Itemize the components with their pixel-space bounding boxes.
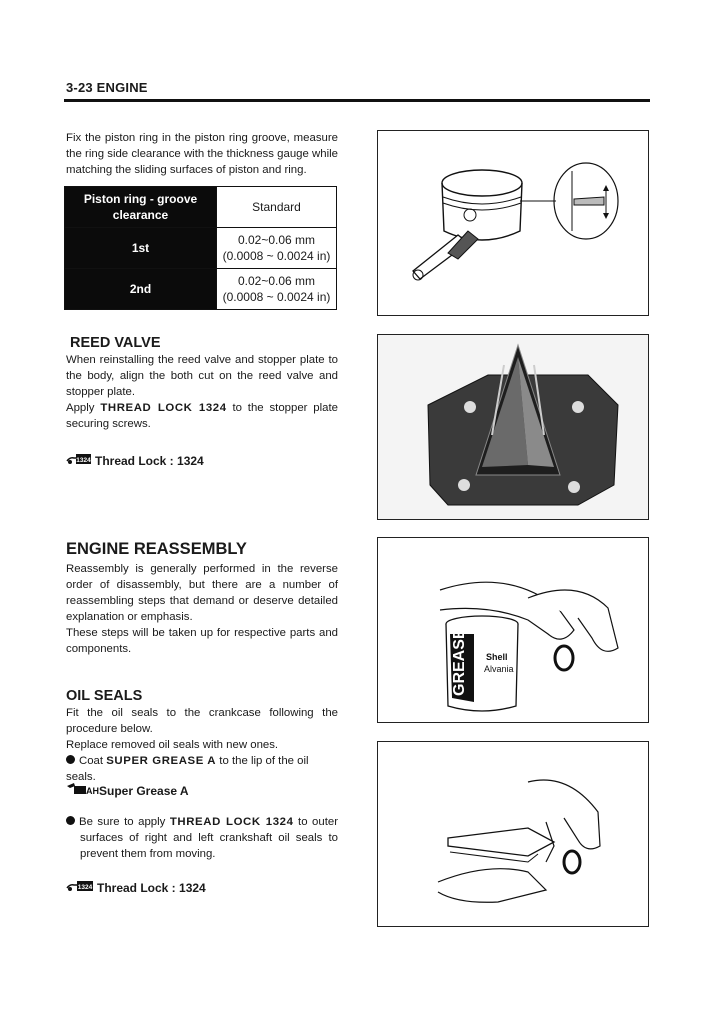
table-header-row — [65, 187, 337, 228]
intro-paragraph — [66, 130, 338, 178]
oil-seals-p1: Fit the oil seals to the crankcase following the procedure below. — [66, 707, 338, 735]
table-row — [65, 228, 337, 269]
thread-lock-keyword: THREAD LOCK 1324 — [100, 402, 227, 414]
bullet-2-pre: Be sure to apply — [79, 816, 170, 828]
thread-lock-note — [66, 452, 204, 469]
super-grease-note — [66, 782, 189, 799]
reed-valve-body — [66, 352, 338, 432]
super-grease-text: Super Grease A — [99, 783, 189, 798]
engine-reassembly-p2: These steps will be taken up for respective parts and components. — [66, 627, 338, 655]
grease-can-label: GREASE — [451, 628, 468, 696]
reed-valve-p2-post: to the stopper plate securing screws. — [66, 402, 338, 430]
oil-seal-figure — [377, 741, 649, 927]
engine-reassembly-p1: Reassembly is generally performed in the reverse order of disassembly, but there are a number of reassembling steps that demand or deserve detailed explanation or emphasis. — [66, 563, 338, 623]
thread-lock-note-2 — [66, 879, 206, 896]
oil-seals-bullet-1 — [66, 753, 338, 785]
oil-seals-title: OIL SEALS — [66, 688, 143, 704]
bullet-1-pre: Coat — [79, 755, 107, 767]
table-head-right: Standard — [217, 187, 337, 228]
oil-seals-bullet-2-block — [66, 814, 338, 862]
thread-lock-text: Thread Lock : 1324 — [95, 453, 204, 468]
table-row — [65, 269, 337, 310]
oil-seals-body — [66, 705, 338, 785]
piston-ring-figure — [377, 130, 649, 316]
bullet-icon — [66, 755, 75, 764]
engine-reassembly-title: ENGINE REASSEMBLY — [66, 540, 247, 558]
header-rule — [64, 99, 650, 102]
row-label: 2nd — [65, 269, 217, 310]
grease-icon-label: AH — [86, 786, 99, 796]
engine-reassembly-body — [66, 561, 338, 657]
grease-can-illustration — [378, 538, 648, 722]
thread-lock-text: Thread Lock : 1324 — [97, 880, 206, 895]
reed-valve-figure — [377, 334, 649, 520]
thread-lock-icon-label: 1324 — [77, 884, 93, 891]
reed-valve-p2 — [66, 400, 338, 432]
thread-lock-icon — [66, 452, 92, 469]
row-label: 1st — [65, 228, 217, 269]
thread-lock-icon-label: 1324 — [76, 457, 91, 464]
reed-valve-p2-pre: Apply — [66, 402, 101, 414]
spec-table — [64, 186, 337, 310]
bullet-icon — [66, 816, 75, 825]
oil-seals-p2: Replace removed oil seals with new ones. — [66, 739, 279, 751]
reed-valve-title: REED VALVE — [70, 335, 161, 351]
thread-lock-keyword: THREAD LOCK 1324 — [169, 816, 294, 828]
oil-seals-bullet-2 — [66, 814, 338, 862]
table-head-left: Piston ring - groove clearance — [65, 187, 217, 228]
intro-text: Fix the piston ring in the piston ring groove, measure the ring side clearance with the thickness gauge while matching the sliding surfaces of piston and ring. — [66, 132, 338, 176]
row-value — [217, 269, 337, 310]
bullet-1-post: to the lip of the oil seals. — [66, 755, 309, 783]
page-header: 3-23 ENGINE — [66, 80, 148, 95]
super-grease-keyword: SUPER GREASE A — [106, 755, 217, 767]
row-value-mm: 0.02~0.06 mm — [237, 274, 316, 288]
reed-valve-illustration — [378, 335, 648, 519]
row-value-in: (0.0008 ~ 0.0024 in) — [222, 249, 331, 263]
thread-lock-icon — [66, 879, 94, 896]
grease-can-brand: Shell — [486, 652, 508, 662]
reed-valve-p1: When reinstalling the reed valve and stopper plate to the body, align the both cut on the reed valve and stopper plate. — [66, 354, 338, 398]
row-value-mm: 0.02~0.06 mm — [237, 233, 316, 247]
oil-seal-illustration — [378, 742, 648, 926]
row-value — [217, 228, 337, 269]
piston-ring-illustration — [378, 131, 648, 315]
grease-can-figure — [377, 537, 649, 723]
grease-gun-icon — [66, 782, 99, 799]
grease-can-product: Alvania — [484, 664, 514, 674]
bullet-2-post: to outer surfaces of right and left crankshaft oil seals to prevent them from moving. — [80, 816, 339, 860]
row-value-in: (0.0008 ~ 0.0024 in) — [222, 290, 331, 304]
